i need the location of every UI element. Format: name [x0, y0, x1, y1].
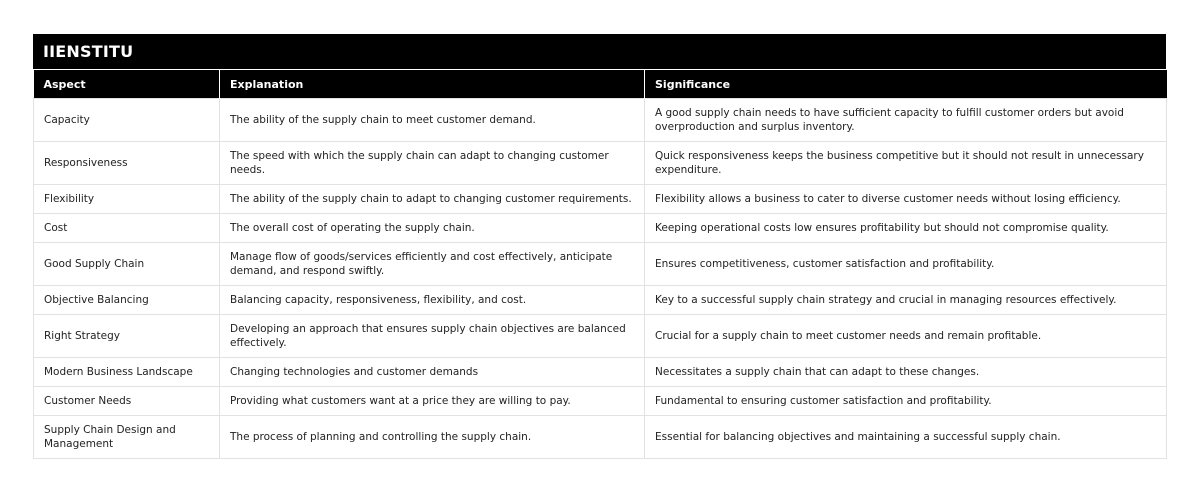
- cell-significance: Quick responsiveness keeps the business competitive but it should not result in unnecessary expenditure.: [645, 142, 1167, 185]
- cell-explanation: The ability of the supply chain to meet customer demand.: [220, 99, 645, 142]
- column-header-explanation: Explanation: [220, 70, 645, 99]
- cell-explanation: The ability of the supply chain to adapt to changing customer requirements.: [220, 185, 645, 214]
- cell-aspect: Flexibility: [34, 185, 220, 214]
- brand-name: IIENSTITU: [43, 42, 134, 61]
- content-table-wrapper: [33, 34, 1166, 459]
- cell-explanation: Providing what customers want at a price they are willing to pay.: [220, 387, 645, 416]
- cell-aspect: Right Strategy: [34, 315, 220, 358]
- column-header-aspect: Aspect: [34, 70, 220, 99]
- cell-aspect: Supply Chain Design and Management: [34, 416, 220, 459]
- cell-explanation: The overall cost of operating the supply chain.: [220, 214, 645, 243]
- table-row: [34, 358, 1167, 387]
- column-header-significance: Significance: [645, 70, 1167, 99]
- cell-significance: Fundamental to ensuring customer satisfaction and profitability.: [645, 387, 1167, 416]
- cell-aspect: Good Supply Chain: [34, 243, 220, 286]
- table-row: [34, 387, 1167, 416]
- cell-explanation: Changing technologies and customer demands: [220, 358, 645, 387]
- table-row: [34, 286, 1167, 315]
- cell-aspect: Modern Business Landscape: [34, 358, 220, 387]
- table-row: [34, 243, 1167, 286]
- table-row: [34, 99, 1167, 142]
- cell-aspect: Cost: [34, 214, 220, 243]
- cell-significance: Keeping operational costs low ensures profitability but should not compromise quality.: [645, 214, 1167, 243]
- cell-explanation: The process of planning and controlling the supply chain.: [220, 416, 645, 459]
- table-header-row: [34, 70, 1167, 99]
- cell-aspect: Responsiveness: [34, 142, 220, 185]
- cell-aspect: Objective Balancing: [34, 286, 220, 315]
- cell-explanation: Developing an approach that ensures supply chain objectives are balanced effectively.: [220, 315, 645, 358]
- brand-header: [33, 34, 1166, 69]
- table-row: [34, 416, 1167, 459]
- cell-significance: Essential for balancing objectives and maintaining a successful supply chain.: [645, 416, 1167, 459]
- cell-significance: Ensures competitiveness, customer satisfaction and profitability.: [645, 243, 1167, 286]
- table-row: [34, 185, 1167, 214]
- cell-aspect: Customer Needs: [34, 387, 220, 416]
- cell-explanation: The speed with which the supply chain can adapt to changing customer needs.: [220, 142, 645, 185]
- table-row: [34, 315, 1167, 358]
- cell-significance: Crucial for a supply chain to meet customer needs and remain profitable.: [645, 315, 1167, 358]
- cell-aspect: Capacity: [34, 99, 220, 142]
- cell-significance: Necessitates a supply chain that can adapt to these changes.: [645, 358, 1167, 387]
- cell-significance: A good supply chain needs to have sufficient capacity to fulfill customer orders but avoid overproduction and surplus inventory.: [645, 99, 1167, 142]
- table-row: [34, 142, 1167, 185]
- cell-significance: Key to a successful supply chain strategy and crucial in managing resources effectively.: [645, 286, 1167, 315]
- aspects-table: [33, 69, 1167, 459]
- cell-explanation: Balancing capacity, responsiveness, flexibility, and cost.: [220, 286, 645, 315]
- cell-explanation: Manage flow of goods/services efficiently and cost effectively, anticipate demand, and respond swiftly.: [220, 243, 645, 286]
- cell-significance: Flexibility allows a business to cater to diverse customer needs without losing efficiency.: [645, 185, 1167, 214]
- table-row: [34, 214, 1167, 243]
